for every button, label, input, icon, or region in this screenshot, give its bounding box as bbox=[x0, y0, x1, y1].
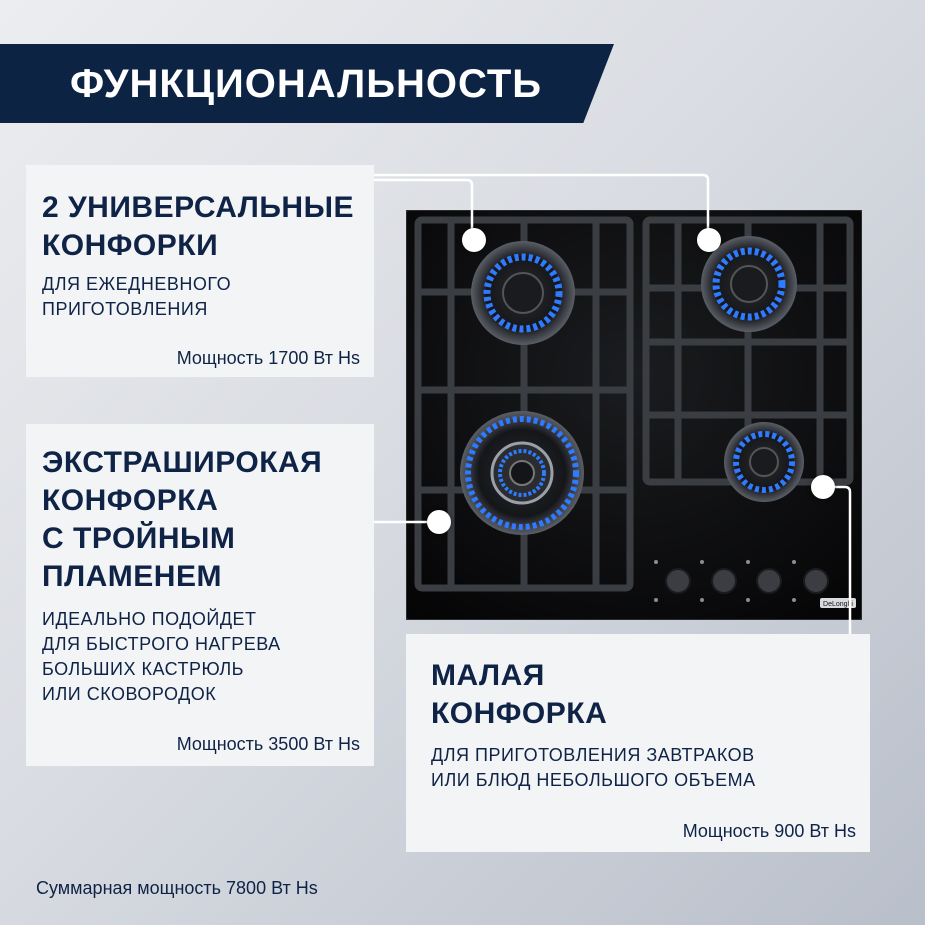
card-title-line: МАЛАЯ bbox=[431, 659, 545, 692]
power-rating: Мощность 3500 Вт Hs bbox=[176, 734, 360, 754]
power-rating: Мощность 900 Вт Hs bbox=[682, 821, 856, 841]
card-subtitle-line: ДЛЯ БЫСТРОГО НАГРЕВА bbox=[42, 634, 281, 654]
callout-dot bbox=[697, 228, 721, 252]
card-title-line: КОНФОРКА bbox=[431, 697, 608, 730]
burner-universal-right bbox=[701, 236, 797, 332]
card-title-line: С ТРОЙНЫМ bbox=[42, 522, 236, 555]
small-burner-card bbox=[406, 634, 870, 852]
universal-burners-card bbox=[26, 165, 374, 377]
burner-small bbox=[724, 422, 804, 502]
burner-universal-left bbox=[471, 241, 575, 345]
power-rating: Мощность 1700 Вт Hs bbox=[176, 348, 360, 368]
card-subtitle-line: ДЛЯ ПРИГОТОВЛЕНИЯ ЗАВТРАКОВ bbox=[431, 745, 755, 765]
burner-triple-crown bbox=[460, 411, 584, 535]
card-title-line: КОНФОРКА bbox=[42, 484, 219, 517]
callout-dot bbox=[811, 475, 835, 499]
card-subtitle-line: ИЛИ СКОВОРОДОК bbox=[42, 684, 217, 704]
callout-dot bbox=[427, 510, 451, 534]
card-subtitle-line: ДЛЯ ЕЖЕДНЕВНОГО bbox=[42, 274, 232, 294]
card-title-line: КОНФОРКИ bbox=[42, 229, 219, 262]
card-title-line: ПЛАМЕНЕМ bbox=[42, 560, 222, 593]
card-title-line: ЭКСТРАШИРОКАЯ bbox=[42, 446, 323, 479]
card-subtitle-line: ИЛИ БЛЮД НЕБОЛЬШОГО ОБЪЕМА bbox=[431, 770, 756, 790]
callout-dot bbox=[462, 228, 486, 252]
total-power: Суммарная мощность 7800 Вт Hs bbox=[36, 878, 318, 898]
card-subtitle-line: ИДЕАЛЬНО ПОДОЙДЕТ bbox=[42, 609, 257, 629]
gas-hob-image bbox=[406, 210, 862, 620]
wide-burner-card bbox=[26, 424, 374, 766]
card-subtitle-line: БОЛЬШИХ КАСТРЮЛЬ bbox=[42, 659, 244, 679]
card-title-line: 2 УНИВЕРСАЛЬНЫЕ bbox=[42, 191, 354, 224]
card-subtitle-line: ПРИГОТОВЛЕНИЯ bbox=[42, 299, 208, 319]
brand-logo: DeLonghi bbox=[823, 601, 853, 608]
page-title: ФУНКЦИОНАЛЬНОСТЬ bbox=[70, 62, 543, 106]
